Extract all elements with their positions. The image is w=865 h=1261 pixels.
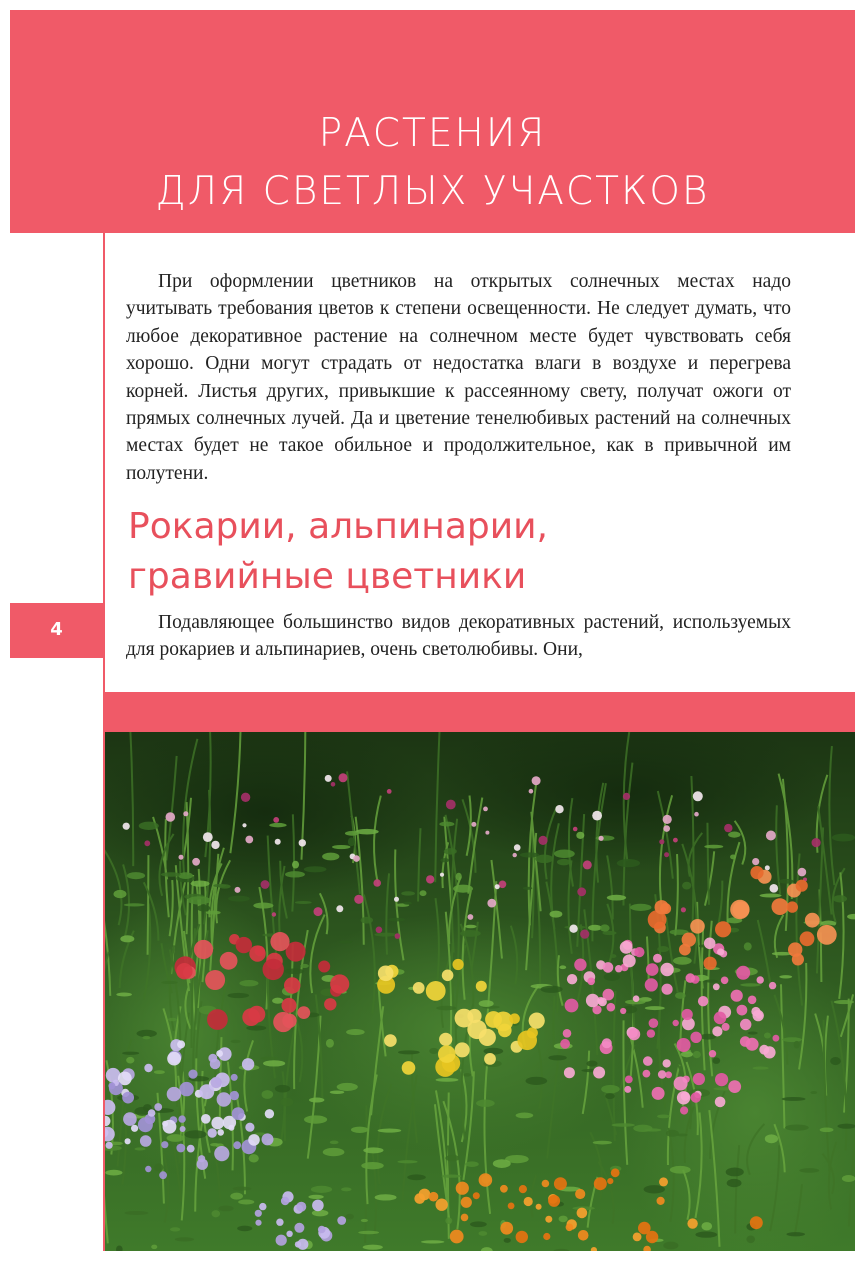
section-heading bbox=[128, 502, 808, 602]
photo-top-band bbox=[105, 692, 855, 732]
intro-paragraph: При оформлении цветников на открытых солнечных местах надо учитывать требования цветов к степени освещенности. Не следует думать, что любое декоративное растение на солнечном месте будет чувствовать себя хорошо. Одни могут страдать от недостатка влаги в воздухе и перегрева корней. Листья других, привыкшие к рассеянному свету, получат ожоги от прямых солнечных лучей. Да и цветение тенелюбивых растений на солнечных местах будет не такое обильное и продолжительное, как в привычной им полутени. bbox=[126, 271, 791, 484]
chapter-header bbox=[10, 10, 855, 233]
section-heading-line-1: Рокарии, альпинарии, bbox=[128, 506, 548, 547]
chapter-title-line-2: ДЛЯ СВЕТЛЫХ УЧАСТКОВ bbox=[155, 169, 710, 214]
page-number-tab bbox=[10, 603, 103, 658]
chapter-title-line-1: РАСТЕНИЯ bbox=[318, 111, 547, 156]
flower-garden-photo bbox=[105, 732, 855, 1251]
page-number: 4 bbox=[50, 619, 63, 640]
flower-garden-illustration bbox=[105, 732, 855, 1251]
section-heading-line-2: гравийные цветники bbox=[128, 556, 527, 597]
section-paragraph: Подавляющее большинство видов декоративных растений, используемых для рокариев и альпинариев, очень светолюбивы. Они, bbox=[126, 612, 791, 661]
chapter-title bbox=[10, 105, 855, 221]
